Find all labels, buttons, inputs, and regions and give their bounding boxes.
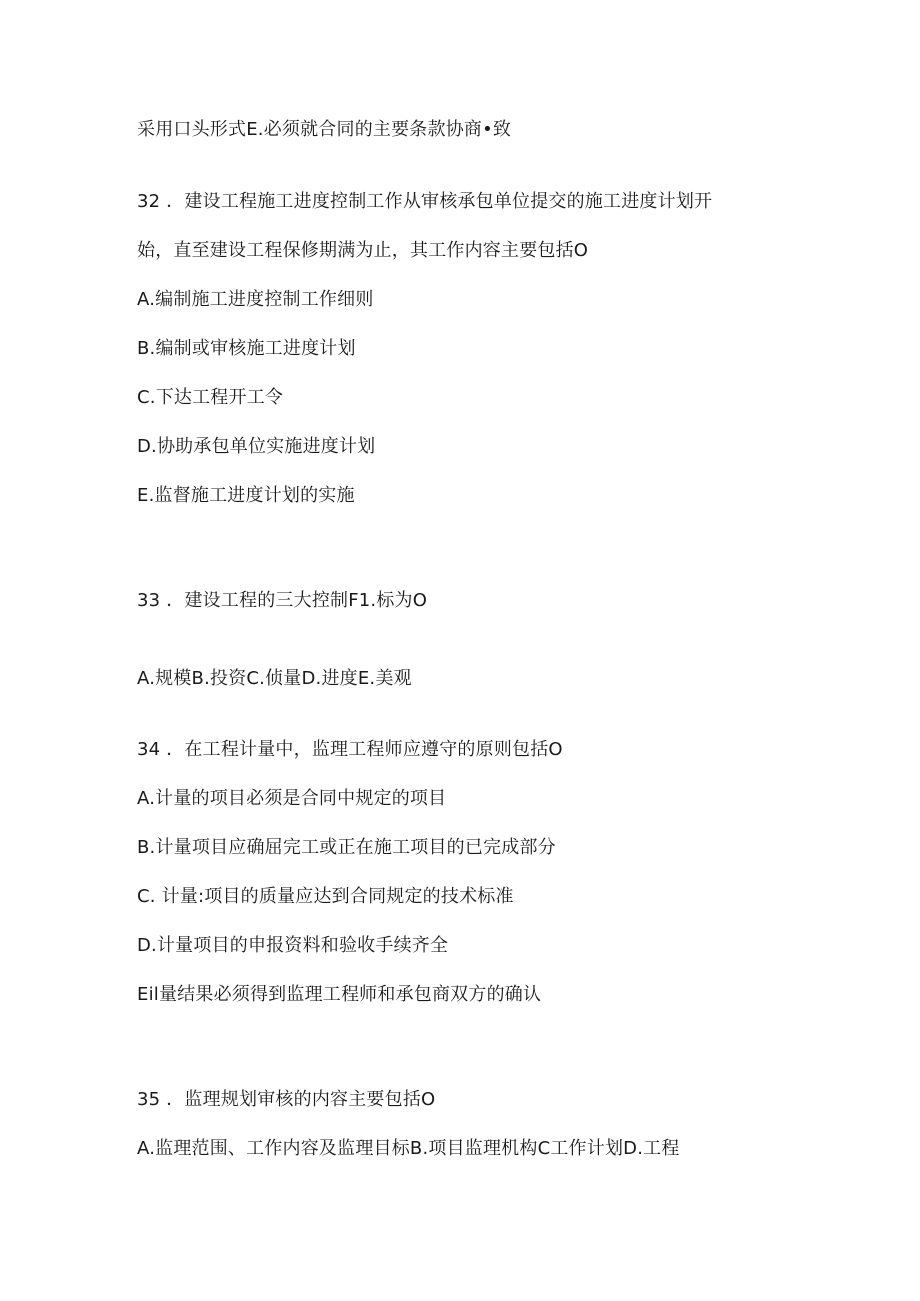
question-32-option-a: A.编制施工进度控制工作细则 [137,289,374,310]
question-32-option-e: E.监督施工进度计划的实施 [137,485,355,506]
question-32-stem-line-2: 始，直至建设工程保修期满为止，其工作内容主要包括O [137,240,589,261]
text-line-continuation: 采用口头形式E.必须就合同的主要条款协商•致 [137,119,512,140]
question-34-option-e: Eil量结果必须得到监理工程师和承包商双方的确认 [137,984,542,1005]
question-34-option-a: A.计量的项目必须是合同中规定的项目 [137,788,447,809]
question-35-options: A.监理范围、工作内容及监理目标B.项目监理机构C工作计划D.工程 [137,1138,680,1159]
question-33-options: A.规模B.投资C.侦量D.进度E.美观 [137,668,412,689]
question-32-option-b: B.编制或审核施工进度计划 [137,338,356,359]
question-34-option-d: D.计量项目的申报资料和验收手续齐全 [137,935,449,956]
question-34-option-b: B.计量项目应确屈完工或正在施工项目的已完成部分 [137,837,556,858]
question-34-option-c: C. 计量:项目的质量应达到合同规定的技术标准 [137,886,514,907]
question-34-stem: 34 ．在工程计量中，监理工程师应遵守的原则包括O [137,739,563,760]
question-32-option-c: C.下达工程开工令 [137,387,284,408]
question-33-stem: 33 ．建设工程的三大控制F1.标为O [137,590,428,611]
question-32-option-d: D.协助承包单位实施进度计划 [137,436,376,457]
question-35-stem: 35 ．监理规划审核的内容主要包括O [137,1089,436,1110]
question-32-stem-line-1: 32 ．建设工程施工进度控制工作从审核承包单位提交的施工进度计划开 [137,191,713,212]
